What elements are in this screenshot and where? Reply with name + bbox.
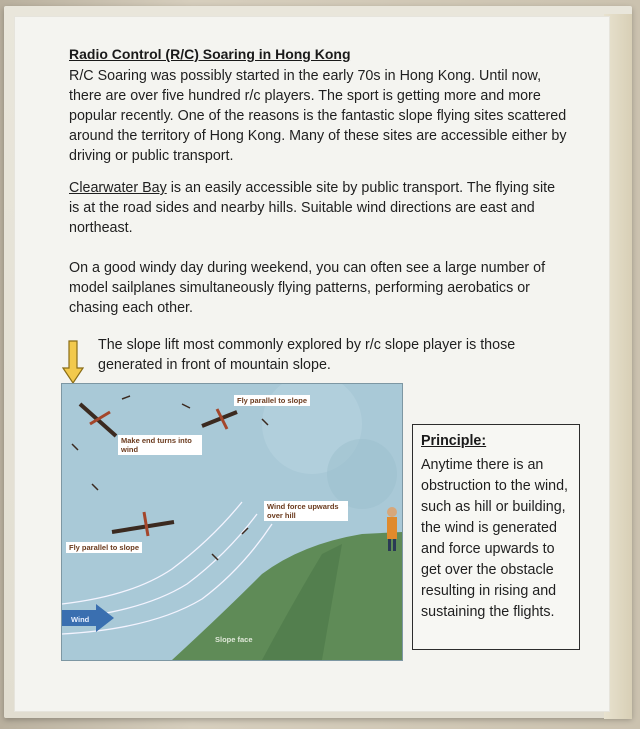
intro-paragraph: R/C Soaring was possibly started in the early 70s in Hong Kong. Until now, there are over five hundred r/c players. The sport is getting more and more popular recently. One of the reasons is the fantastic slope flying sites scattered around the territory of Hong Kong. Many of these sites are accessible either by driving or public transport. xyxy=(69,68,567,164)
clearwater-text: is an easily accessible site by public transport. The flying site is at the road sides and nearby hills. Suitable wind directions are east and northeast. xyxy=(69,180,556,236)
principle-text: Anytime there is an obstruction to the wind, such as hill or building, the wind is generated and force upwards to get over the obstacle resulting in rising and sustaining the flights. xyxy=(421,457,569,620)
principle-title: Principle: xyxy=(421,433,487,449)
windy-day-paragraph: On a good windy day during weekend, you can often see a large number of model sailplanes simultaneously flying patterns, performing aerobatics or chasing each other. xyxy=(69,260,546,316)
label-make-end-turns: Make end turns into wind xyxy=(118,435,202,455)
clearwater-paragraph xyxy=(69,178,569,238)
site-name: Clearwater Bay xyxy=(69,180,167,196)
page-title: Radio Control (R/C) Soaring in Hong Kong xyxy=(69,46,351,62)
down-arrow-icon xyxy=(62,340,84,384)
slope-soaring-diagram xyxy=(62,384,402,660)
label-wind-force: Wind force upwards over hill xyxy=(264,501,348,521)
diagram-graphic xyxy=(62,384,402,660)
label-fly-parallel-left: Fly parallel to slope xyxy=(66,542,142,553)
label-wind: Wind xyxy=(71,615,90,624)
principle-box xyxy=(412,424,580,650)
label-fly-parallel-top: Fly parallel to slope xyxy=(234,395,310,406)
slope-lift-paragraph: The slope lift most commonly explored by r/c slope player is those generated in front of mountain slope. xyxy=(98,337,516,373)
label-slope-face: Slope face xyxy=(215,635,253,644)
